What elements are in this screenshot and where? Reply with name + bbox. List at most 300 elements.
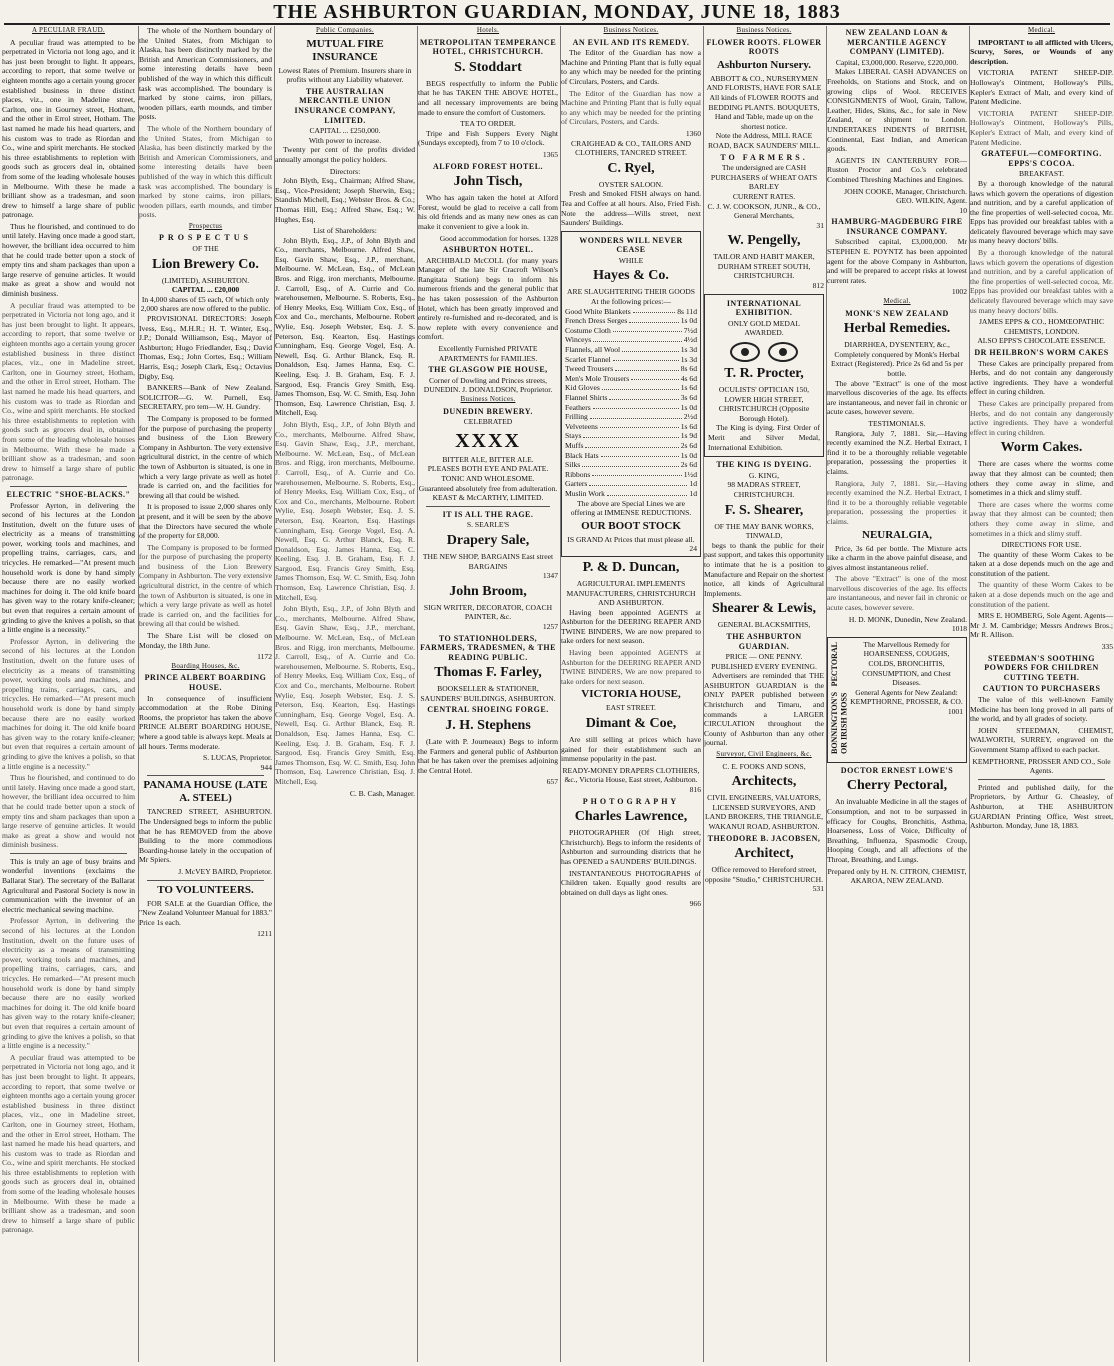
ad-text: Advertisers are reminded that THE ASHBURTON GUARDIAN is the ONLY PAPER published between Christchurch and Timaru, and commands a LARGER CIRCULATION throughout the County of Ashburton than any other journal. — [704, 671, 824, 748]
price-value: 4½d — [683, 335, 697, 345]
price-item: Muslin Work — [565, 488, 605, 498]
newspaper-title: THE ASHBURTON GUARDIAN, MONDAY, JUNE 18, 1883 — [273, 1, 841, 23]
ad-text: READY-MONEY DRAPERS CLOTHIERS, &c., Victoria House, East street, Ashburton. — [562, 765, 700, 785]
article-text: A peculiar fraud was attempted to be perpetrated in Victoria not long ago, and it has just been brought to light. It appears, according to report, that some twelve or eighteen months ago a certain young grocer established business in three distinct places, viz., one in Madeline street, Carlton, one in Gourney street, Hotham, and the other in Errol street, Hotham. The last named he made his head quarters, and his custom was to trade as Riordan and Co., wine and spirit merchants. He stocked his three establishments to repletion with goods such as grocers deal in, obtained from some of the leading wholesale houses in Melbourne. With these he made a brilliant show as a tradesman, and soon drew to himself a large share of public patronage. — [2, 1052, 135, 1235]
ad-heading: GRATEFUL—COMFORTING. EPPS'S COCOA. — [981, 149, 1102, 168]
price-value: 1s 3d — [680, 354, 697, 364]
ad-text: TAILOR AND HABIT MAKER, DURHAM STREET SOUTH, CHRISTCHURCH. — [713, 252, 815, 281]
ad-title: XXXX — [455, 429, 521, 452]
column-3 — [274, 26, 415, 1362]
price-value: 1d — [689, 488, 697, 498]
ad-title: Cherry Pectoral, — [846, 778, 948, 794]
article-text: Thus he flourished, and continued to do until lately. Having once made a good start, however, the brilliant idea occurred to him that he could trade better upon a stock of empty tins and sham packages than upon a large reserve of genuine articles. It would make as great a show and would not diminish business. — [2, 221, 135, 299]
ad-text: The quantity of these Worm Cakes to be taken at a dose depends much on the age and constitution of the patient. — [970, 549, 1113, 578]
leader-dots — [582, 460, 679, 467]
ad-heading: TO STATIONHOLDERS, FARMERS, TRADESMEN, & THE READING PUBLIC. — [420, 633, 556, 662]
ad-text: OF THE MAY BANK WORKS, TINWALD, — [714, 521, 814, 541]
ad-signature: S. LUCAS, Proprietor. — [203, 753, 272, 763]
ad-title: Worm Cakes. — [1000, 440, 1083, 456]
ad-text: There are cases where the worms come away that they almost can be counted; then others they come away in slime, and sometimes in a thick and slimy stuff. — [970, 459, 1113, 498]
ad-text: General Agents for New Zealand: KEMPTHORNE, PROSSER, & CO. — [850, 687, 963, 707]
ad-text: Corner of Dowling and Princes streets, DUNEDIN. J. DONALDSON, Proprietor. — [423, 375, 553, 395]
price-row — [565, 403, 697, 413]
ad-heading: AN EVIL AND ITS REMEDY. — [572, 37, 690, 47]
ad-subheading: OYSTER SALOON. — [598, 179, 664, 189]
leader-dots — [613, 326, 682, 333]
divider — [147, 880, 264, 881]
article-text: Professor Ayrton, in delivering the second of his lectures at the London Institution, dwelt on the future uses of electricity as a means of transmitting power, working tools and machines, and propelling trains, carriages, cars, and tricycles. He remarked—"At present much household work is done by hand simply because there are no easily worked machines for doing it. The old knife board has given way to the rotary knife-cleaner; but even that requires a certain amount of grinding to give the knives a polish, so that a little engine is a necessity." — [2, 500, 135, 635]
ad-text: The King is dying. First Order of Merit and Silver Medal, International Exhibition. — [708, 423, 820, 452]
ad-title: NEURALGIA, — [862, 528, 932, 541]
price-item: Costume Cloth — [565, 325, 611, 335]
ad-title: W. Pengelly, — [727, 233, 801, 249]
ad-text: Having been appointed AGENTS at Ashburton for the DEERING REAPER AND TWINE BINDERS, We are now prepared to take orders for next season. — [561, 648, 701, 686]
ad-text: DIARRHŒA, DYSENTERY, &c., Completely conquered by Monk's Herbal Extract (Registered). Price 2s 6d and 5s per bottle. — [830, 340, 963, 378]
column-4 — [417, 26, 558, 1362]
ad-title: John Broom, — [449, 583, 527, 599]
ad-text: CAPITAL ... £20,000 — [171, 285, 240, 295]
ad-number: 944 — [260, 762, 272, 772]
ad-text: John Blyth, Esq., J.P., of John Blyth and Co., merchants, Melbourne. Alfred Shaw, Esq. Gavin Shaw, Esq., J.P., merchant, Melbourne. W. McLean, Esq., of McLean Bros. and Rigg, iron merchants, Melbourne. J. Carroll, Esq., of A. Currie and Co. warehousemen, Melbourne. S. Roberts, Esq., of Henry Meeks, Esq. William Cox, Esq., of Cox and Co., merchants, Melbourne. Robert Wylie, Esq. Joseph Webster, Esq. J. S. Peterson, Esq. Kearton, Esq. Hastings Cunningham, Esq. George Vogel, Esq. A. Newell, Esq. G. Arthur Blanck, Esq. R. Donaldson, Esq. James Hanna, Esq. C. Keeling, Esq. J. B. Graham, Esq. F. J. Sargood, Esq. Francis Grey Smith, Esq. James Thomson, Esq. W. C. Smith, Esq. John Thomson, Esq. Lawrence Christian, Esq. J. Mitchell, Esq. — [275, 604, 415, 786]
bonnington-ad — [827, 637, 967, 763]
ad-subheading: TESTIMONIALS. — [868, 418, 926, 428]
ad-text: Who has again taken the hotel at Alford Forest, would be glad to receive a call from his old friends and as many new ones as can make it convenient to give a look in. — [418, 193, 558, 231]
ad-text: OCULISTS' OPTICIAN 150, LOWER HIGH STREET, CHRISTCHURCH (Opposite Borough Hotel). — [718, 385, 810, 423]
ad-number: 1211 — [257, 929, 272, 939]
leader-dots — [631, 374, 679, 381]
column-8 — [969, 26, 1113, 1362]
ad-title: Charles Lawrence, — [574, 809, 688, 825]
ad-text: GENERAL BLACKSMITHS, — [717, 620, 811, 630]
price-value: 1s 0d — [680, 316, 697, 326]
ad-text: The quantity of these Worm Cakes to be taken at a dose depends much on the age and constitution of the patient. — [970, 580, 1113, 609]
article-text: A peculiar fraud was attempted to be perpetrated in Victoria not long ago, and it has just been brought to light. It appears, according to report, that some twelve or eighteen months ago a certain young grocer established business in three distinct places, viz., one in Madeline street, Carlton, one in Gourney street, Hotham, and the other in Errol street, Hotham. The last named he made his head quarters, and his custom was to trade as Riordan and Co., wine and spirit merchants. He stocked his three establishments to repletion with goods such as grocers deal in, obtained from some of the leading wholesale houses in Melbourne. With these he made a brilliant show as a tradesman, and soon drew to himself a large share of public patronage. — [2, 37, 135, 220]
price-row — [565, 307, 697, 317]
hayes-ad — [561, 231, 701, 557]
ad-text: BITTER ALE, BITTER ALE. — [442, 454, 534, 464]
ad-text: PHOTOGRAPHER (Of High street, Christchurch). Begs to inform the residents of Ashburton and surrounding districts that he has OPENED a SAUNDERS' BUILDINGS. — [561, 828, 701, 866]
price-item: Black Hats — [565, 450, 599, 460]
imprint: Printed and published daily, for the Proprietors, by Arthur G. Cheasley, of Ashburton, at THE ASHBURTON GUARDIAN Printing Office, West street, Ashburton. Monday, June 18, 1883. — [970, 782, 1113, 831]
ad-text: The Share List will be closed on Monday, the 18th June. — [139, 631, 272, 650]
ad-signature: JAMES EPPS & CO., HOMŒOPATHIC CHEMISTS, LONDON. — [978, 317, 1105, 336]
price-row — [565, 479, 697, 489]
ad-text: Capital, £3,000,000. Reserve, £220,000. — [835, 57, 959, 67]
ad-text: BREAKFAST. — [1018, 169, 1065, 179]
masthead-rule — [4, 23, 1110, 25]
ad-text: The Marvellous Remedy for HOARSENESS, COUGHS, COLDS, BRONCHITIS, CONSUMPTION, and Chest Diseases. — [862, 639, 951, 688]
price-item: Scarlet Flannel — [565, 354, 611, 364]
price-item: Flannels, all Wool — [565, 345, 621, 355]
ad-text: Makes LIBERAL CASH ADVANCES on Freeholds, on Stations and Stock, and on growing clips of Wool. RECEIVES CONSIGNMENTS of Wool, Grain, Tallow, Leather, Hides, Skins, &c., for sale in New Zealand, or shipment to London. UNDERTAKES INDENTS of BRITISH, Continental, East Indian, and American goods. — [827, 67, 967, 154]
price-value: 4s 6d — [680, 373, 697, 383]
price-value: 1s 0d — [680, 450, 697, 460]
column-5 — [560, 26, 701, 1362]
divider — [10, 486, 127, 487]
ad-text: PRICE — ONE PENNY. — [725, 652, 803, 662]
ad-text: The value of this well-known Family Medicine has been long proved in all parts of the world, and by all grades of society. — [970, 695, 1113, 724]
leader-dots — [590, 412, 682, 419]
ad-number: 1347 — [542, 571, 558, 581]
eye-icon — [730, 342, 760, 362]
price-value: 2½d — [683, 412, 697, 422]
ad-text: There are cases where the worms come away that they almost can be counted; then others they come away in slime, and sometimes in a thick and slimy stuff. — [970, 499, 1113, 538]
ad-heading: STEEDMAN'S SOOTHING POWDERS FOR CHILDREN CUTTING TEETH. — [984, 653, 1099, 682]
ad-text: IS GRAND At Prices that must please all. — [567, 534, 695, 544]
ad-number: 816 — [689, 785, 701, 794]
ad-title: OUR BOOT STOCK — [581, 519, 681, 532]
leader-dots — [589, 479, 687, 486]
ad-heading: INTERNATIONAL EXHIBITION. — [726, 298, 802, 318]
price-value: 1s 6d — [680, 383, 697, 393]
ad-heading: PRINCE ALBERT BOARDING HOUSE. — [144, 673, 267, 692]
ad-signature: C. J. W. COOKSON, JUNR., & CO., General Merchants, — [707, 201, 821, 221]
divider — [10, 853, 127, 854]
price-item: Kid Gloves — [565, 383, 600, 393]
price-row — [565, 422, 697, 432]
ad-text: Having been appointed AGENTS at Ashburton for the DEERING REAPER AND TWINE BINDERS, We are now prepared to take orders for next season. — [561, 607, 701, 646]
article-text: Thus he flourished, and continued to do until lately. Having once made a good start, however, the brilliant idea occurred to him that he could trade better upon a stock of empty tins and sham packages than upon a large reserve of genuine articles. It would make as great a show and would not diminish business. — [2, 773, 135, 850]
ad-text: Guaranteed absolutely free from adulteration. — [418, 483, 558, 493]
ad-subheading: Directors: — [329, 166, 361, 176]
ad-heading: THE KING IS DYEING. — [716, 460, 812, 470]
ad-heading: DOCTOR ERNEST LOWE'S — [840, 765, 954, 775]
ad-text: AGRICULTURAL IMPLEMENTS MANUFACTURERS, CHRISTCHURCH AND ASHBURTON. — [566, 578, 696, 608]
section-heading: Medical. — [1027, 26, 1056, 34]
ad-text: (LIMITED), ASHBURTON. — [161, 275, 250, 285]
ad-number: 31 — [816, 220, 824, 230]
ad-text: The above "Extract" is one of the most marvellous discoveries of the age. Its effects are instantaneous, and never fail in chronic or acute cases, however severe. — [827, 378, 967, 417]
ad-text: Twenty per cent of the profits divided annually amongst the policy holders. — [275, 145, 415, 164]
section-heading: Medical. — [883, 297, 911, 306]
ad-title: Shearer & Lewis, — [711, 601, 817, 617]
ad-text: IMPORTANT to all afflicted with Ulcers, Scurvy, Sores, or Wounds of any description. — [970, 37, 1113, 66]
section-heading: Business Notices. — [736, 26, 792, 34]
leader-dots — [583, 431, 678, 438]
ad-text: Note the Address, MILL RACE ROAD, BACK SAUNDERS' MILL. — [707, 131, 821, 150]
price-item: Frilling — [565, 412, 588, 422]
ad-text: BANKERS—Bank of New Zealand. SOLICITOR—G. W. Purnell, Esq. SECRETARY, pro tem—W. H. Gundry. — [139, 383, 272, 412]
ad-text: begs to thank the public for their past support, and takes this opportunity to intimate that he is a position to Manufacture and Repair on the shortest notice, all kinds of Agricultural Implements. — [704, 540, 824, 598]
ad-text: Office removed to Hereford street, opposite "Studio," CHRISTCHURCH. — [704, 865, 823, 884]
price-item: Ribbons — [565, 469, 591, 479]
ad-title: John Tisch, — [453, 174, 523, 190]
ad-text: These Cakes are principally prepared from Herbs, and do not contain any dangerously active ingredients. They have a wonderful effect in curing children. — [970, 398, 1113, 437]
ad-heading: PHOTOGRAPHY — [582, 796, 680, 806]
ad-heading: WONDERS WILL NEVER CEASE — [579, 235, 683, 255]
ad-text: Excellently Furnished PRIVATE APARTMENTS for FAMILIES. — [438, 344, 538, 363]
ad-text: In consequence of insufficient accommodation at the Robe Dining Rooms, the proprietor has taken the above PRINCE ALBERT BOARDING HOUSE, where a good table is always kept. Meals at all hours. Terms moderate. — [139, 693, 272, 751]
ad-text: FOR SALE at the Guardian Office, the "New Zealand Volunteer Manual for 1883." Price 1s each. — [139, 898, 272, 927]
ad-text: INSTANTANEOUS PHOTOGRAPHS of Children taken. Equally good results are obtained on dull days as light ones. — [561, 868, 701, 897]
divider — [426, 506, 550, 507]
price-value: 1s 9d — [680, 431, 697, 441]
ad-title: P. & D. Duncan, — [582, 559, 680, 575]
ad-number: 1360 — [685, 128, 701, 138]
ad-text: Rangiora, July 7, 1881. Sir,—Having recently examined the N.Z. Herbal Extract, I find it to be a thoroughly reliable vegetable preparation, possessing the properties it claims. — [827, 428, 967, 476]
ad-title: Lion Brewery Co. — [152, 256, 259, 272]
leader-dots — [615, 364, 679, 371]
article-text: A peculiar fraud was attempted to be perpetrated in Victoria not long ago, and it has just been brought to light. It appears, according to report, that some twelve or eighteen months ago a certain young grocer established business in three distinct places, viz., one in Madeline street, Carlton, one in Gourney street, Hotham, and the other in Errol street, Hotham. The last named he made his head quarters, and his custom was to trade as Riordan and Co., wine and spirit merchants. He stocked his three establishments to repletion with goods such as grocers deal in, obtained from some of the leading wholesale houses in Melbourne. With these he made a brilliant show as a tradesman, and soon drew to himself a large share of public patronage. — [2, 300, 135, 483]
ad-text: Tripe and Fish Suppers Every Night (Sundays excepted), from 7 to 10 o'clock. — [418, 128, 558, 148]
ad-heading: FLOWER ROOTS. FLOWER ROOTS — [706, 37, 822, 57]
ad-number: 10 — [959, 205, 967, 215]
leader-dots — [622, 345, 679, 352]
article-heading: A PECULIAR FRAUD. — [32, 26, 105, 34]
ad-text: An invaluable Medicine in all the stages of Consumption, and not to be surpassed in efficacy for Coughs, Bronchitis, Asthma, Hoarseness, Loss of Voice, Difficulty of Breathing, Influenza, Spasmodic Croup, Hooping Cough, and all affections of the Throat, Breathing, and Lungs. — [827, 797, 967, 864]
leader-dots — [585, 441, 678, 448]
ad-number: 1365 — [542, 149, 558, 159]
ad-title: S. Stoddart — [454, 59, 522, 75]
leader-dots — [609, 393, 678, 400]
section-heading: Boarding Houses, &c. — [171, 661, 240, 670]
leader-dots — [602, 383, 679, 390]
ad-number: 1257 — [542, 621, 558, 631]
ad-text: EAST STREET. — [606, 703, 656, 713]
ad-text: TANCRED STREET, ASHBURTON. The Undersigned begs to inform the public that he has REMOVED from the above Building to the more commodious Boarding-house lately in the occupation of Mr Spiers. — [139, 807, 272, 865]
ad-text: John Blyth, Esq., J.P., of John Blyth and Co., merchants, Melbourne. Alfred Shaw, Esq. Gavin Shaw, Esq., J.P., merchant, Melbourne. W. McLean, Esq., of McLean Bros. and Rigg, iron merchants, Melbourne. J. Carroll, Esq., of A. Currie and Co. warehousemen, Melbourne. S. Roberts, Esq., of Henry Meeks, Esq. William Cox, Esq., of Cox and Co., merchants, Melbourne. Robert Wylie, Esq. Joseph Webster, Esq. J. S. Peterson, Esq. Kearton, Esq. Hastings Cunningham, Esq. George Vogel, Esq. A. Newell, Esq. G. Arthur Blanck, Esq. R. Donaldson, Esq. James Hanna, Esq. C. Keeling, Esq. J. B. Graham, Esq. F. J. Sargood, Esq. Francis Grey Smith, Esq. James Thomson, Esq. W. C. Smith, Esq. John Thomson, Esq. Lawrence Christian, Esq. J. Mitchell, Esq. — [275, 419, 415, 602]
ad-text: AGENTS IN CANTERBURY FOR—Ruston Proctor and Co.'s celebrated Combined Threshing Machines and Engines. — [827, 155, 967, 184]
ad-heading: THE ASHBURTON GUARDIAN. — [726, 631, 802, 651]
price-item: Stays — [565, 431, 582, 441]
price-row — [565, 345, 697, 355]
ad-text: With power to increase. — [308, 135, 382, 145]
price-value: 1½d — [683, 469, 697, 479]
price-row — [565, 460, 697, 470]
price-row — [565, 364, 697, 374]
ad-text: PLEASES BOTH EYE AND PALATE. — [427, 464, 549, 474]
section-heading: Prospectus — [188, 221, 223, 230]
section-heading: Business Notices. — [603, 26, 659, 34]
ad-text: MRS E. HOMBERG, Sole Agent. Agents—Mr J. M. Cambridge; Messrs Andrews Bros.; Mr R. Allison. — [970, 611, 1113, 640]
price-value: 2s 6d — [680, 460, 697, 470]
ad-title: Hayes & Co. — [593, 268, 669, 284]
ad-title: Drapery Sale, — [446, 532, 530, 548]
ad-text: By a thorough knowledge of the natural laws which govern the operations of digestion and nutrition, and by a careful application of the fine properties of well-selected cocoa, Mr. Epps has provided our breakfast tables with a delicately flavoured beverage which may save us many heavy doctors' bills. — [970, 178, 1113, 246]
ad-text: ABBOTT & CO., NURSERYMEN AND FLORISTS, HAVE FOR SALE — [706, 73, 822, 93]
ad-text: ALSO EPPS'S CHOCOLATE ESSENCE. — [977, 336, 1106, 346]
ad-text: SIGN WRITER, DECORATOR, COACH PAINTER, &c. — [423, 602, 553, 622]
ad-text: John Blyth, Esq., J.P., of John Blyth and Co., merchants, Melbourne. Alfred Shaw, Esq. Gavin Shaw, Esq., J.P., merchant, Melbourne. W. McLean, Esq., of McLean Bros. and Rigg, iron merchants, Melbourne. J. Carroll, Esq., of A. Currie and Co. warehousemen, Melbourne. S. Roberts, Esq., of Henry Meeks, Esq. William Cox, Esq., of Cox and Co., merchants, Melbourne. Robert Wylie, Esq. Joseph Webster, Esq. J. S. Peterson, Esq. Kearton, Esq. Hastings Cunningham, Esq. George Vogel, Esq. A. Newell, Esq. G. Arthur Blanck, Esq. R. Donaldson, Esq. James Hanna, Esq. C. Keeling, Esq. J. B. Graham, Esq. F. J. Sargood, Esq. Francis Grey Smith, Esq. James Thomson, Esq. W. C. Smith, Esq. John Thomson, Esq. Lawrence Christian, Esq. J. Mitchell, Esq. — [275, 235, 415, 418]
price-item: Men's Mole Trousers — [565, 373, 630, 383]
article-text: The whole of the Northern boundary of the United States, from Michigan to Alaska, has been distinctly marked by the British and American Commissioners, and some interesting details have been published of the way in which this difficult task was accomplished. The boundary is marked by stone cairns, iron pillars, wooden pillars, earth mounds, and timber posts. — [139, 26, 272, 122]
leader-dots — [593, 403, 679, 410]
ad-number: 1001 — [947, 707, 963, 716]
ad-title: Thomas F. Farley, — [434, 665, 542, 681]
ad-heading: PROSPECTUS — [159, 233, 252, 243]
ad-text: VICTORIA PATENT SHEEP-DIP. Holloway's Ointment, Holloway's Pills, Kepler's Extract of Malt, and every kind of Patent Medicine. — [970, 68, 1113, 107]
ad-vertical-title: BONNINGTON'S PECTORAL OR IRISH MOSS — [830, 641, 849, 754]
ad-text: John Blyth, Esq., Chairman; Alfred Shaw, Esq., Vice-President; Joseph Sherwin, Esq.; Standish Michell, Esq.; Webster Bros. & Co.; Thomas Hill, Esq.; Alfred Shaw, Esq.; W. Hughes, Esq. — [275, 176, 415, 224]
masthead — [0, 0, 1114, 24]
ad-title: J. H. Stephens — [445, 718, 531, 734]
ad-text: CRAIGHEAD & CO., TAILORS AND CLOTHIERS, TANCRED STREET. — [571, 138, 691, 158]
price-row — [565, 393, 697, 403]
leader-dots — [613, 355, 679, 362]
price-row — [565, 316, 697, 326]
spectacles-illustration — [708, 342, 820, 362]
article-text: Professor Ayrton, in delivering the second of his lectures at the London Institution, dwelt on the future uses of electricity as a means of transmitting power, working tools and machines, and propelling trains, carriages, cars, and tricycles. He remarked—"At present much household work is done by hand simply because there are no easily worked machines for doing it. The old knife board has given way to the rotary knife-cleaner; but even that requires a certain amount of grinding to give the knives a polish, so that a little engine is a necessity." — [2, 916, 135, 1051]
ad-title: Dimant & Coe, — [585, 716, 677, 732]
ad-text: PUBLISHED EVERY EVENING. — [711, 661, 817, 671]
ad-signature: KEAST & McCARTHY, LIMITED. — [432, 493, 544, 503]
ad-text: Rangiora, July 7, 1881. Sir,—Having recently examined the N.Z. Herbal Extract, I find it to be a thoroughly reliable vegetable preparation, possessing the properties it claims. — [827, 478, 967, 526]
ad-heading: NEW ZEALAND LOAN & MERCANTILE AGENCY COMPANY (LIMITED). — [845, 28, 949, 57]
ad-text: The Company is proposed to be formed for the purpose of purchasing the property and business of the Lion Brewery Company in Ashburton. The very extensive agricultural district, in the centre of which the town of Ashburton is situated, is one in which a very large private as well as hotel trade is carried on, and the facilities for brewing all that could be wished. — [139, 413, 272, 500]
ad-text: The Company is proposed to be formed for the purpose of purchasing the property and business of the Lion Brewery Company in Ashburton. The very extensive agricultural district, in the centre of which the town of Ashburton is situated, is one in which a very large private as well as hotel trade is carried on, and the facilities for brewing all that could be wished. — [139, 542, 272, 629]
ad-number: 24 — [689, 544, 697, 554]
ad-text: BOOKSELLER & STATIONER, SAUNDERS' BUILDINGS, ASHBURTON. — [420, 684, 556, 703]
ad-text: CAPITAL ... £250,000. — [309, 126, 381, 136]
leader-dots — [600, 422, 679, 429]
ad-heading: TO VOLUNTEERS. — [157, 883, 254, 896]
ad-text: Are still selling at prices which have gained for their establishment such an immense popularity in the past. — [561, 735, 701, 764]
price-item: Good White Blankets — [565, 306, 631, 316]
eye-icon — [768, 342, 798, 362]
ad-heading: ASHBURTON HOTEL. — [442, 245, 534, 255]
ad-signature: JOHN COOKE, Manager, Christchurch. GEO. WILKIN, Agent. — [844, 186, 967, 206]
ad-text: By a thorough knowledge of the natural laws which govern the operations of digestion and nutrition, and by a careful application of the fine properties of well-selected cocoa, Mr. Epps has provided our breakfast tables with a delicately flavoured beverage which may save us many heavy doctors' bills. — [970, 248, 1113, 315]
leader-dots — [593, 335, 681, 342]
divider — [978, 779, 1105, 780]
ad-number: 657 — [546, 777, 558, 787]
ad-heading: THEODORE B. JACOBSEN, — [707, 833, 821, 843]
price-value: 8s 6d — [680, 364, 697, 374]
leader-dots — [607, 489, 687, 496]
ad-text: These Cakes are principally prepared from Herbs, and do not contain any dangerously active ingredients. They have a wonderful effect in curing children. — [970, 358, 1113, 397]
ad-text: BEGS respectfully to inform the Public that he has TAKEN THE ABOVE HOTEL, and all necessary improvements are being made to ensure the comfort of Customers. — [418, 78, 558, 117]
ad-heading: VICTORIA HOUSE, — [581, 688, 681, 701]
divider — [147, 775, 264, 776]
ad-signature: Prepared only by H. N. CITRON, CHEMIST, AKAROA, NEW ZEALAND. — [827, 866, 967, 886]
price-row — [565, 335, 697, 345]
ad-text: S. SEARLE'S — [466, 520, 510, 530]
ad-signature: H. D. MONK, Dunedin, New Zealand. — [848, 614, 967, 624]
ad-text: C. E. FOOKS AND SONS, — [722, 761, 806, 771]
ad-text: VICTORIA PATENT SHEEP-DIP. Holloway's Ointment, Holloway's Pills, Kepler's Extract of Malt, and every kind of Patent Medicine. — [970, 108, 1113, 147]
price-value: 1s 6d — [680, 421, 697, 431]
ad-text: WHILE — [618, 255, 644, 265]
ad-text: OF THE — [192, 244, 219, 254]
ad-number: 531 — [812, 884, 824, 894]
price-list — [565, 307, 697, 499]
price-row — [565, 374, 697, 384]
article-text: This is truly an age of busy brains and wonderful inventions (exclaims the Ballarat Star). The secretary of the Ballarat Agricultural and Pastoral Society is now in communication with the inventor of an electric mechanical sewing machine. — [2, 856, 135, 914]
price-row — [565, 470, 697, 480]
ad-heading: CENTRAL SHOEING FORGE. — [427, 705, 549, 715]
section-heading: Hotels. — [476, 26, 500, 34]
price-item: Garters — [565, 479, 588, 489]
section-heading: Public Companies. — [316, 26, 374, 34]
ad-text: PROVISIONAL DIRECTORS: Joseph Ivess, Esq., M.H.R.; H. T. Winter, Esq., J.P.; Donald Williamson, Esq., Mayor of Ashburton; Hugo Friedlander, Esq.; David Thomas, Esq.; John Cortes, Esq.; William Harris, Esq.; Joseph Clark, Esq.; Octavius Digby, Esq. — [139, 314, 272, 381]
ad-heading: TO FARMERS. — [720, 152, 808, 162]
price-value: 1s 3d — [680, 345, 697, 355]
price-value: 2s 6d — [680, 440, 697, 450]
ad-heading: PANAMA HOUSE (LATE A. STEEL) — [143, 779, 268, 805]
ad-heading: IT IS ALL THE RAGE. — [442, 509, 534, 519]
ad-text: TONIC AND WHOLESOME. — [441, 473, 535, 483]
article-heading: ELECTRIC "SHOE-BLACKS." — [6, 489, 131, 499]
price-row — [565, 326, 697, 336]
price-row — [565, 489, 697, 499]
ad-heading: DR HEILBRON'S WORM CAKES — [974, 348, 1109, 357]
ad-text: (Late with P. Journeaux) Begs to inform the Farmers and general public of Ashburton that he has taken over the premises adjoining the Central Hotel. — [418, 737, 558, 775]
ad-text: Subscribed capital, £3,000,000. Mr STEPHEN E. POYNTZ has been appointed agent for the above Company in Ashburton, and will be prepared to accept risks at lowest current rates. — [827, 237, 967, 285]
ad-number: 812 — [812, 281, 824, 291]
column-1 — [2, 26, 135, 1362]
ad-text: Fresh and Smoked FISH always on hand. Tea and Coffee at all hours. Also, Fried Fish. Note the address—Wills street, next Saunders' Buildings. — [561, 189, 701, 228]
ad-heading: MONK'S NEW ZEALAND — [845, 308, 949, 318]
price-row — [565, 355, 697, 365]
article-text: The whole of the Northern boundary of the United States, from Michigan to Alaska, has been distinctly marked by the British and American Commissioners, and some interesting details have been published of the way in which this difficult task was accomplished. The boundary is marked by stone cairns, iron pillars, wooden pillars, earth mounds, and timber posts. — [139, 123, 272, 220]
price-item: French Dress Serges — [565, 316, 628, 326]
ad-text: Price, 3s 6d per bottle. The Mixture acts like a charm in the above painful disease, and gives almost instantaneous relief. — [827, 543, 967, 572]
ad-title: T. R. Procter, — [724, 366, 804, 382]
price-item: Velveteens — [565, 421, 598, 431]
procter-ad — [704, 294, 824, 458]
ad-number: 1002 — [951, 287, 967, 297]
column-2 — [138, 26, 272, 1362]
price-value: 8s 11d — [677, 306, 697, 316]
price-item: Winceys — [565, 335, 592, 345]
ad-text: ONLY GOLD MEDAL AWARDED. — [728, 318, 800, 338]
ad-number: 966 — [689, 899, 701, 909]
ad-text: All kinds of FLOWER ROOTS and BEDDING PLANTS. BOUQUETS, Hand and Table, made up on the shortest notice. — [708, 92, 820, 131]
ad-heading: DUNEDIN BREWERY. — [443, 406, 533, 416]
price-item: Flannel Shirts — [565, 393, 608, 402]
ad-text: It is proposed to issue 2,000 shares only at present, and it will be seen by the above that the Directors have secured the whole of the property for £8,000. — [139, 502, 272, 541]
price-value: 3s 6d — [680, 393, 697, 402]
ad-heading: CAUTION TO PURCHASERS — [982, 684, 1101, 694]
price-item: Feathers — [565, 402, 591, 412]
ad-text: ARE SLAUGHTERING THEIR GOODS At the following prices:— — [567, 287, 695, 307]
ad-text: Lowest Rates of Premium. Insurers share in profits without any Liability whatever. — [278, 65, 412, 85]
ad-title: Architect, — [734, 846, 794, 862]
ad-text: CIVIL ENGINEERS, VALUATORS, LICENSED SURVEYORS, AND LAND BROKERS, THE TRIANGLE, WAKANUI ROAD, ASHBURTON. — [704, 793, 824, 831]
price-value: 1s 0d — [680, 402, 697, 412]
ad-title: Ashburton Nursery. — [716, 58, 812, 71]
ad-text: The Editor of the Guardian has now a Machine and Printing Plant that is fully equal to any which may be needed for the printing of Circulars, Posters, and Cards. — [561, 48, 701, 86]
ad-heading: THE GLASGOW PIE HOUSE, — [428, 365, 548, 375]
ad-number: 1172 — [257, 652, 272, 662]
ad-number: 1018 — [951, 624, 967, 634]
ad-text: THE NEW SHOP, BARGAINS East street BARGAINS — [422, 551, 554, 571]
ad-title: Architects, — [731, 774, 797, 790]
section-heading: Business Notices. — [460, 395, 516, 403]
price-row — [565, 431, 697, 441]
price-value: 7½d — [683, 325, 697, 335]
ad-text: Good accommodation for horses. 1328 — [439, 233, 558, 243]
ad-text: CELEBRATED — [463, 417, 513, 427]
ad-signature: KEMPTHORNE, PROSSER AND CO., Sole Agents. — [972, 756, 1111, 776]
price-value: 1d — [689, 479, 697, 489]
leader-dots — [633, 307, 676, 314]
ad-subheading: List of Shareholders: — [313, 226, 377, 236]
ad-text: ARCHIBALD McCOLL (for many years Manager of the late Sir Cracroft Wilson's Rangitata Station) begs to inform his numerous friends and the general public that he has taken possession of the Ashburton Hotel, which has been greatly improved and entirely re-furnished and re-decorated, and is now replete with every convenience and comfort. — [418, 255, 558, 342]
ad-subheading: DIRECTIONS FOR USE. — [1001, 540, 1082, 550]
price-item: Tweed Trousers — [565, 364, 614, 374]
ad-text: 98 MADRAS STREET, CHRISTCHURCH. — [727, 480, 801, 499]
price-item: Muffs — [565, 440, 584, 450]
ad-heading: METROPOLITAN TEMPERANCE HOTEL, CHRISTCHURCH. — [419, 37, 557, 57]
ad-text: G. KING, — [748, 470, 780, 480]
ad-title: Herbal Remedies. — [843, 321, 951, 337]
ad-text: The above are Special Lines we are offering at IMMENSE REDUCTIONS. — [570, 498, 692, 518]
ad-heading: MUTUAL FIRE INSURANCE — [306, 37, 384, 63]
ad-text: JOHN STEEDMAN, CHEMIST, WALWORTH, SURREY, engraved on the Government Stamp affixed to each packet. — [970, 725, 1113, 754]
ad-title: F. S. Shearer, — [724, 502, 804, 518]
leader-dots — [629, 316, 678, 323]
